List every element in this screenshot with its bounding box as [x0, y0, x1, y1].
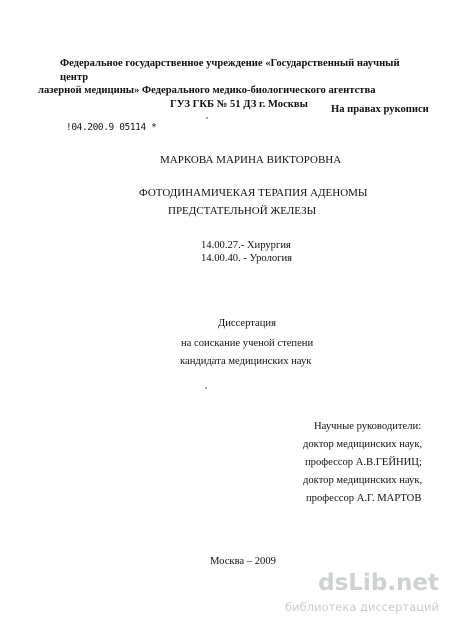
thesis-title-line-1: ФОТОДИНАМИЧЕКАЯ ТЕРАПИЯ АДЕНОМЫ [139, 187, 368, 199]
watermark-logo: dsLib.net [318, 570, 439, 596]
scan-speck [205, 387, 207, 389]
supervisor-2-degree: доктор медицинских наук, [303, 475, 423, 486]
watermark-subtitle: библиотека диссертаций [285, 600, 439, 614]
rights-note: На правах рукописи [331, 104, 429, 115]
institution-line-3: ГУЗ ГКБ № 51 ДЗ г. Москвы [170, 98, 308, 110]
scan-speck [206, 117, 208, 119]
institution-line-1: Федеральное государственное учреждение «Государственный научный центр [60, 58, 400, 83]
specialty-urology: 14.00.40. - Урология [201, 253, 293, 264]
specialty-surgery: 14.00.27.- Хирургия [201, 240, 291, 251]
city-year: Москва – 2009 [210, 556, 276, 567]
thesis-title-line-2: ПРЕДСТАТЕЛЬНОЙ ЖЕЛЕЗЫ [168, 205, 317, 217]
degree-line-1: на соискание ученой степени [181, 338, 314, 349]
watermark [270, 570, 445, 618]
institution-line-2: лазерной медицины» Федерального медико-биологического агентства [38, 85, 376, 96]
institution-header [38, 57, 410, 111]
dissertation-label: Диссертация [218, 318, 276, 329]
supervisor-2-name: профессор А.Г. МАРТОВ [306, 493, 422, 504]
author-name: МАРКОВА МАРИНА ВИКТОРОВНА [160, 154, 342, 166]
degree-line-2: кандидата медицинских наук [180, 356, 312, 367]
supervisor-1-name: профессор А.В.ГЕЙНИЦ; [305, 457, 422, 468]
archive-number: !04.200.9 05114 * [66, 122, 157, 133]
supervisor-1-degree: доктор медицинских наук, [303, 439, 423, 450]
supervisors-heading: Научные руководители: [314, 421, 422, 432]
